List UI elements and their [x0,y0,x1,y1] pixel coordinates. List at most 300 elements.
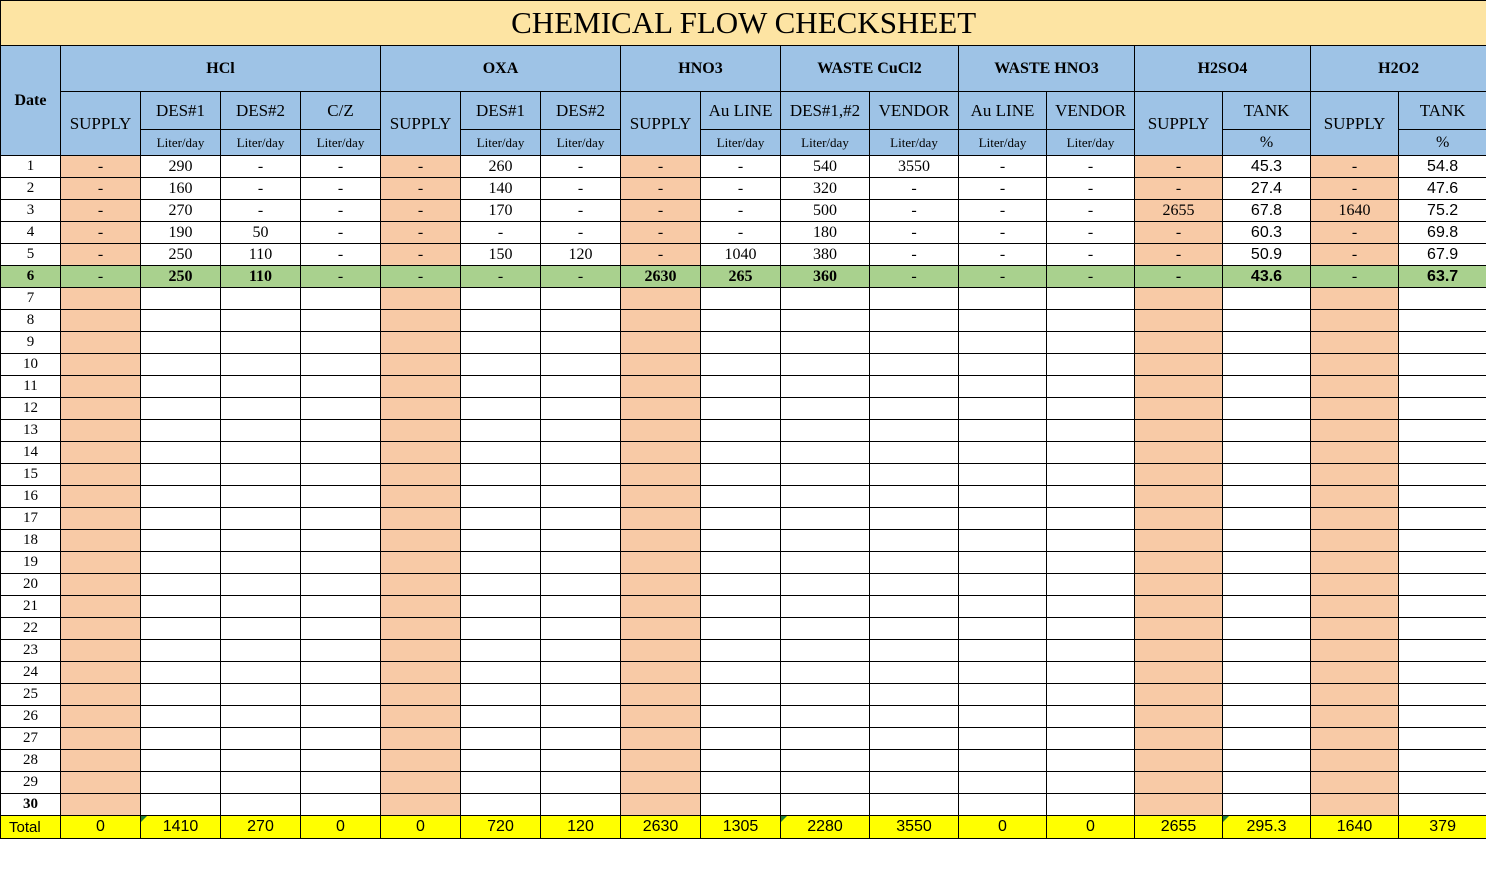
value-cell[interactable] [381,376,461,398]
value-cell[interactable] [541,288,621,310]
value-cell[interactable] [1047,486,1135,508]
value-cell[interactable] [221,486,301,508]
value-cell[interactable] [1311,508,1399,530]
value-cell[interactable]: - [621,222,701,244]
value-cell[interactable] [141,772,221,794]
value-cell[interactable] [141,486,221,508]
value-cell[interactable] [541,376,621,398]
value-cell[interactable] [870,618,959,640]
value-cell[interactable] [1399,640,1486,662]
value-cell[interactable] [781,464,870,486]
value-cell[interactable] [381,640,461,662]
value-cell[interactable] [1135,530,1223,552]
value-cell[interactable] [621,420,701,442]
value-cell[interactable] [621,508,701,530]
value-cell[interactable] [1399,574,1486,596]
value-cell[interactable] [381,310,461,332]
value-cell[interactable] [141,464,221,486]
value-cell[interactable] [1047,706,1135,728]
value-cell[interactable] [621,376,701,398]
value-cell[interactable]: - [61,178,141,200]
value-cell[interactable]: - [381,156,461,178]
total-cell[interactable]: 270 [221,816,301,839]
total-cell[interactable]: 1410 [141,816,221,839]
value-cell[interactable] [141,442,221,464]
value-cell[interactable] [461,530,541,552]
value-cell[interactable] [1311,794,1399,816]
value-cell[interactable] [959,464,1047,486]
value-cell[interactable]: 380 [781,244,870,266]
value-cell[interactable] [1223,728,1311,750]
value-cell[interactable] [1399,552,1486,574]
value-cell[interactable] [301,618,381,640]
value-cell[interactable] [141,662,221,684]
date-cell[interactable]: 9 [1,332,61,354]
value-cell[interactable] [1135,574,1223,596]
value-cell[interactable] [541,794,621,816]
value-cell[interactable] [701,728,781,750]
value-cell[interactable] [1311,442,1399,464]
value-cell[interactable] [959,508,1047,530]
value-cell[interactable]: 190 [141,222,221,244]
value-cell[interactable] [1047,596,1135,618]
value-cell[interactable] [541,486,621,508]
value-cell[interactable] [1223,618,1311,640]
date-cell[interactable]: 6 [1,266,61,288]
value-cell[interactable] [1047,332,1135,354]
value-cell[interactable]: 75.2 [1399,200,1486,222]
value-cell[interactable] [1223,750,1311,772]
date-cell[interactable]: 12 [1,398,61,420]
value-cell[interactable] [959,684,1047,706]
value-cell[interactable] [1135,552,1223,574]
value-cell[interactable] [701,376,781,398]
value-cell[interactable] [1135,310,1223,332]
value-cell[interactable] [870,420,959,442]
value-cell[interactable]: 67.8 [1223,200,1311,222]
value-cell[interactable] [61,486,141,508]
value-cell[interactable] [461,552,541,574]
total-cell[interactable]: 1640 [1311,816,1399,839]
value-cell[interactable]: - [461,266,541,288]
value-cell[interactable] [381,750,461,772]
value-cell[interactable] [1135,420,1223,442]
value-cell[interactable] [61,574,141,596]
value-cell[interactable] [541,420,621,442]
value-cell[interactable] [959,442,1047,464]
value-cell[interactable] [541,508,621,530]
value-cell[interactable] [1223,354,1311,376]
value-cell[interactable] [1311,464,1399,486]
value-cell[interactable] [959,376,1047,398]
value-cell[interactable] [301,464,381,486]
value-cell[interactable] [1135,684,1223,706]
value-cell[interactable] [141,398,221,420]
value-cell[interactable] [1399,684,1486,706]
value-cell[interactable] [1399,486,1486,508]
value-cell[interactable] [461,794,541,816]
value-cell[interactable] [701,574,781,596]
value-cell[interactable] [221,640,301,662]
value-cell[interactable] [621,640,701,662]
value-cell[interactable] [461,420,541,442]
value-cell[interactable]: - [701,200,781,222]
value-cell[interactable] [381,684,461,706]
value-cell[interactable] [301,640,381,662]
value-cell[interactable] [1047,464,1135,486]
value-cell[interactable] [1311,706,1399,728]
date-cell[interactable]: 11 [1,376,61,398]
value-cell[interactable]: - [1047,200,1135,222]
value-cell[interactable] [381,332,461,354]
value-cell[interactable] [870,288,959,310]
value-cell[interactable] [1135,772,1223,794]
value-cell[interactable] [141,574,221,596]
value-cell[interactable] [1223,464,1311,486]
value-cell[interactable] [1223,684,1311,706]
value-cell[interactable] [870,574,959,596]
value-cell[interactable]: 60.3 [1223,222,1311,244]
value-cell[interactable]: 1640 [1311,200,1399,222]
value-cell[interactable] [1399,310,1486,332]
value-cell[interactable] [1135,640,1223,662]
value-cell[interactable] [870,728,959,750]
value-cell[interactable]: 140 [461,178,541,200]
value-cell[interactable] [621,662,701,684]
value-cell[interactable] [1135,464,1223,486]
value-cell[interactable]: - [1311,178,1399,200]
date-cell[interactable]: 4 [1,222,61,244]
value-cell[interactable] [301,398,381,420]
value-cell[interactable] [621,442,701,464]
date-cell[interactable]: 13 [1,420,61,442]
value-cell[interactable] [1311,750,1399,772]
value-cell[interactable] [1135,354,1223,376]
value-cell[interactable]: - [381,178,461,200]
value-cell[interactable] [959,420,1047,442]
value-cell[interactable] [870,662,959,684]
value-cell[interactable] [141,332,221,354]
value-cell[interactable] [381,574,461,596]
value-cell[interactable] [781,310,870,332]
value-cell[interactable] [461,332,541,354]
value-cell[interactable] [541,354,621,376]
value-cell[interactable] [461,310,541,332]
value-cell[interactable] [870,310,959,332]
value-cell[interactable] [1311,310,1399,332]
value-cell[interactable]: - [621,178,701,200]
value-cell[interactable] [1047,508,1135,530]
value-cell[interactable] [221,420,301,442]
date-cell[interactable]: 17 [1,508,61,530]
value-cell[interactable]: 360 [781,266,870,288]
value-cell[interactable] [301,288,381,310]
value-cell[interactable] [301,442,381,464]
value-cell[interactable] [141,640,221,662]
value-cell[interactable] [1399,596,1486,618]
value-cell[interactable] [1399,662,1486,684]
value-cell[interactable] [141,376,221,398]
value-cell[interactable] [621,728,701,750]
value-cell[interactable] [61,310,141,332]
value-cell[interactable] [621,288,701,310]
value-cell[interactable] [461,354,541,376]
value-cell[interactable] [1047,640,1135,662]
value-cell[interactable] [1047,772,1135,794]
value-cell[interactable] [701,310,781,332]
date-cell[interactable]: 19 [1,552,61,574]
value-cell[interactable] [381,420,461,442]
value-cell[interactable] [621,750,701,772]
value-cell[interactable] [1047,310,1135,332]
value-cell[interactable] [701,486,781,508]
value-cell[interactable] [1311,684,1399,706]
value-cell[interactable] [61,376,141,398]
value-cell[interactable] [541,596,621,618]
value-cell[interactable] [1311,618,1399,640]
value-cell[interactable]: 160 [141,178,221,200]
value-cell[interactable] [1223,420,1311,442]
value-cell[interactable] [1047,354,1135,376]
value-cell[interactable] [221,464,301,486]
value-cell[interactable] [301,530,381,552]
value-cell[interactable] [959,354,1047,376]
value-cell[interactable]: 69.8 [1399,222,1486,244]
value-cell[interactable] [61,332,141,354]
value-cell[interactable] [541,310,621,332]
value-cell[interactable] [541,618,621,640]
value-cell[interactable] [221,332,301,354]
value-cell[interactable] [541,530,621,552]
value-cell[interactable]: 170 [461,200,541,222]
value-cell[interactable] [61,398,141,420]
value-cell[interactable] [381,530,461,552]
value-cell[interactable] [1223,486,1311,508]
value-cell[interactable] [381,618,461,640]
value-cell[interactable]: 180 [781,222,870,244]
value-cell[interactable] [1311,486,1399,508]
value-cell[interactable] [959,552,1047,574]
total-cell[interactable]: 2655 [1135,816,1223,839]
value-cell[interactable] [461,442,541,464]
value-cell[interactable]: - [301,156,381,178]
value-cell[interactable] [1135,618,1223,640]
value-cell[interactable] [1135,662,1223,684]
value-cell[interactable] [781,618,870,640]
value-cell[interactable] [959,486,1047,508]
value-cell[interactable] [870,398,959,420]
date-cell[interactable]: 15 [1,464,61,486]
value-cell[interactable] [221,552,301,574]
total-cell[interactable]: 0 [61,816,141,839]
value-cell[interactable] [381,552,461,574]
value-cell[interactable] [701,684,781,706]
value-cell[interactable] [1135,794,1223,816]
total-cell[interactable]: 720 [461,816,541,839]
value-cell[interactable]: - [959,200,1047,222]
value-cell[interactable] [1223,574,1311,596]
value-cell[interactable] [381,772,461,794]
value-cell[interactable] [141,684,221,706]
value-cell[interactable]: - [541,200,621,222]
value-cell[interactable] [1047,420,1135,442]
date-cell[interactable]: 8 [1,310,61,332]
value-cell[interactable] [1399,728,1486,750]
value-cell[interactable] [1399,618,1486,640]
value-cell[interactable] [701,706,781,728]
value-cell[interactable]: - [621,200,701,222]
date-cell[interactable]: 10 [1,354,61,376]
value-cell[interactable] [141,728,221,750]
value-cell[interactable] [541,398,621,420]
date-cell[interactable]: 18 [1,530,61,552]
total-cell[interactable]: 1305 [701,816,781,839]
value-cell[interactable] [1311,376,1399,398]
date-cell[interactable]: 2 [1,178,61,200]
value-cell[interactable] [381,662,461,684]
value-cell[interactable] [61,464,141,486]
value-cell[interactable] [141,706,221,728]
value-cell[interactable] [301,508,381,530]
value-cell[interactable] [1223,662,1311,684]
date-cell[interactable]: 7 [1,288,61,310]
value-cell[interactable]: 290 [141,156,221,178]
value-cell[interactable] [621,354,701,376]
value-cell[interactable] [1311,288,1399,310]
value-cell[interactable]: - [61,266,141,288]
value-cell[interactable] [1047,376,1135,398]
value-cell[interactable] [461,288,541,310]
value-cell[interactable] [541,574,621,596]
value-cell[interactable] [221,684,301,706]
value-cell[interactable] [1047,288,1135,310]
value-cell[interactable] [621,310,701,332]
value-cell[interactable] [301,794,381,816]
value-cell[interactable] [1047,574,1135,596]
value-cell[interactable] [221,354,301,376]
date-cell[interactable]: 3 [1,200,61,222]
value-cell[interactable] [541,684,621,706]
value-cell[interactable] [1399,464,1486,486]
value-cell[interactable]: 260 [461,156,541,178]
value-cell[interactable] [461,398,541,420]
value-cell[interactable] [870,508,959,530]
value-cell[interactable]: - [959,222,1047,244]
value-cell[interactable]: 540 [781,156,870,178]
value-cell[interactable] [1135,596,1223,618]
value-cell[interactable] [781,420,870,442]
value-cell[interactable] [301,354,381,376]
value-cell[interactable] [959,288,1047,310]
value-cell[interactable]: - [1135,222,1223,244]
value-cell[interactable] [141,794,221,816]
value-cell[interactable] [621,772,701,794]
value-cell[interactable] [781,596,870,618]
value-cell[interactable] [621,398,701,420]
value-cell[interactable]: - [1047,156,1135,178]
value-cell[interactable] [701,288,781,310]
value-cell[interactable]: 2630 [621,266,701,288]
value-cell[interactable]: 150 [461,244,541,266]
value-cell[interactable]: 1040 [701,244,781,266]
value-cell[interactable] [301,750,381,772]
date-cell[interactable]: 25 [1,684,61,706]
value-cell[interactable]: 67.9 [1399,244,1486,266]
value-cell[interactable] [1223,772,1311,794]
value-cell[interactable] [61,706,141,728]
value-cell[interactable] [701,552,781,574]
value-cell[interactable]: - [301,178,381,200]
value-cell[interactable] [381,398,461,420]
value-cell[interactable]: - [461,222,541,244]
value-cell[interactable] [61,508,141,530]
value-cell[interactable] [541,750,621,772]
total-cell[interactable]: 2280 [781,816,870,839]
value-cell[interactable] [461,464,541,486]
value-cell[interactable]: - [1135,244,1223,266]
value-cell[interactable]: - [1135,156,1223,178]
value-cell[interactable] [1399,420,1486,442]
value-cell[interactable] [1047,442,1135,464]
value-cell[interactable]: - [1311,156,1399,178]
value-cell[interactable] [381,486,461,508]
value-cell[interactable] [781,794,870,816]
value-cell[interactable] [381,288,461,310]
value-cell[interactable]: 47.6 [1399,178,1486,200]
value-cell[interactable]: - [1047,222,1135,244]
value-cell[interactable] [701,750,781,772]
value-cell[interactable] [1223,530,1311,552]
value-cell[interactable] [1047,398,1135,420]
value-cell[interactable] [701,420,781,442]
value-cell[interactable] [141,288,221,310]
value-cell[interactable] [959,332,1047,354]
value-cell[interactable] [461,486,541,508]
value-cell[interactable] [781,354,870,376]
value-cell[interactable] [221,376,301,398]
value-cell[interactable]: - [301,266,381,288]
date-cell[interactable]: 29 [1,772,61,794]
value-cell[interactable] [870,772,959,794]
value-cell[interactable] [461,706,541,728]
value-cell[interactable] [870,464,959,486]
value-cell[interactable]: - [1311,244,1399,266]
value-cell[interactable] [381,706,461,728]
date-cell[interactable]: 23 [1,640,61,662]
value-cell[interactable]: - [381,200,461,222]
value-cell[interactable]: - [621,244,701,266]
value-cell[interactable]: 63.7 [1399,266,1486,288]
value-cell[interactable] [301,376,381,398]
value-cell[interactable] [61,772,141,794]
value-cell[interactable] [781,706,870,728]
value-cell[interactable] [870,596,959,618]
value-cell[interactable] [381,464,461,486]
value-cell[interactable] [1223,794,1311,816]
value-cell[interactable] [1311,552,1399,574]
value-cell[interactable] [61,684,141,706]
value-cell[interactable] [381,596,461,618]
value-cell[interactable] [1047,552,1135,574]
value-cell[interactable] [1047,794,1135,816]
value-cell[interactable]: - [1311,266,1399,288]
value-cell[interactable]: - [221,156,301,178]
value-cell[interactable] [221,618,301,640]
value-cell[interactable] [221,794,301,816]
value-cell[interactable] [1399,508,1486,530]
value-cell[interactable] [701,640,781,662]
value-cell[interactable] [381,728,461,750]
